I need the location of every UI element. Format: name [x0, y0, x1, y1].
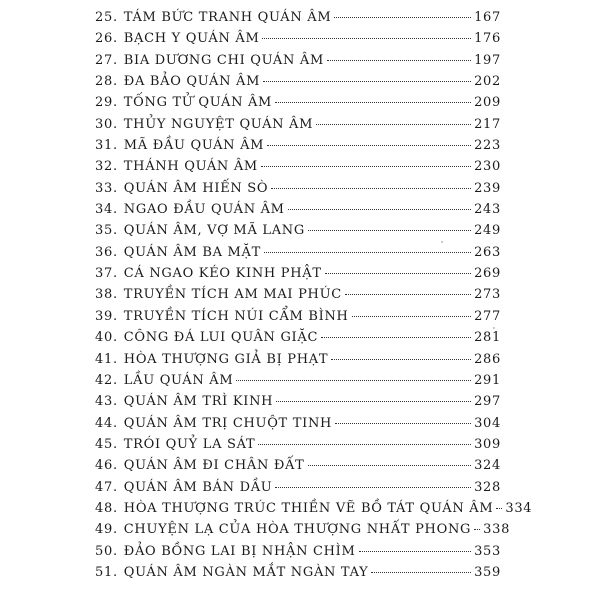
toc-entry-title: ĐA BẢO QUÁN ÂM — [123, 74, 261, 90]
toc-entry-title: BIA DƯƠNG CHI QUÁN ÂM — [123, 52, 324, 68]
toc-entry — [95, 202, 501, 223]
toc-entry — [95, 95, 501, 116]
dot-leader — [352, 316, 472, 317]
toc-entry-number: 38. — [95, 287, 118, 303]
toc-entry-number: 30. — [95, 116, 118, 132]
toc-entry-page: 209 — [474, 95, 501, 111]
toc-entry-page: 338 — [483, 522, 511, 538]
dot-leader — [258, 444, 471, 445]
toc-entry — [95, 287, 501, 308]
toc-entry-number: 47. — [95, 479, 118, 495]
toc-entry — [95, 544, 501, 565]
toc-entry-title: QUÁN ÂM ĐI CHÂN ĐẤT — [123, 458, 305, 474]
toc-entry-number: 48. — [95, 500, 118, 516]
toc-entry — [95, 373, 501, 394]
toc-entry — [95, 458, 501, 479]
toc-entry-page: 217 — [474, 116, 501, 132]
toc-entry-number: 42. — [95, 372, 118, 388]
toc-entry-title: HÒA THƯỢNG GIẢ BỊ PHẠT — [123, 351, 329, 367]
toc-entry-page: 277 — [474, 308, 501, 324]
toc-entry-title: HÒA THƯỢNG TRÚC THIỀN VẼ BỒ TÁT QUÁN ÂM — [123, 500, 494, 516]
toc-entry-page: 230 — [474, 159, 501, 175]
toc-entry-page: 273 — [474, 287, 501, 303]
toc-entry-page: 243 — [474, 202, 501, 218]
toc-entry-number: 25. — [95, 10, 118, 25]
toc-entry-number: 46. — [95, 458, 118, 474]
toc-entry-number: 43. — [95, 394, 118, 410]
paper-speck — [493, 327, 495, 329]
toc-entry-number: 39. — [95, 308, 118, 324]
toc-entry — [95, 309, 501, 330]
dot-leader — [267, 145, 471, 146]
dot-leader — [308, 230, 471, 231]
toc-entry — [95, 31, 501, 52]
dot-leader — [325, 273, 471, 274]
toc-entry-title: QUÁN ÂM TRÌ KINH — [123, 394, 274, 410]
toc-entry-title: QUÁN ÂM TRỊ CHUỘT TINH — [123, 415, 333, 431]
toc-entry — [95, 10, 501, 31]
dot-leader — [261, 166, 471, 167]
toc-entry-number: 45. — [95, 436, 118, 452]
toc-entry — [95, 565, 501, 586]
toc-entry-number: 31. — [95, 138, 118, 154]
dot-leader — [327, 60, 471, 61]
toc-entry — [95, 266, 501, 287]
toc-entry-page: 304 — [474, 415, 501, 431]
toc-entry-number: 51. — [95, 564, 118, 580]
toc-entry-number: 34. — [95, 202, 118, 218]
toc-entry-title: TRUYỀN TÍCH AM MAI PHÚC — [123, 287, 342, 303]
dot-leader — [371, 572, 471, 573]
table-of-contents — [95, 10, 533, 586]
toc-entry-page: 334 — [505, 500, 533, 516]
toc-entry-number: 27. — [95, 52, 118, 68]
toc-entry-page: 359 — [474, 564, 501, 580]
toc-entry — [95, 53, 501, 74]
dot-leader — [335, 423, 471, 424]
dot-leader — [496, 508, 502, 509]
toc-entry-title: CHUYỆN LẠ CỦA HÒA THƯỢNG NHẤT PHONG — [123, 522, 472, 538]
dot-leader — [271, 188, 471, 189]
toc-entry — [95, 245, 501, 266]
dot-leader — [236, 380, 471, 381]
toc-entry-title: QUÁN ÂM BA MẶT — [123, 244, 261, 260]
dot-leader — [288, 209, 471, 210]
toc-entry-number: 37. — [95, 266, 118, 282]
toc-entry-title: THỦY NGUYỆT QUÁN ÂM — [123, 116, 314, 132]
toc-entry-page: 202 — [474, 74, 501, 90]
toc-entry-number: 35. — [95, 223, 118, 239]
dot-leader — [263, 81, 471, 82]
toc-entry — [95, 330, 501, 351]
toc-entry-page: 239 — [474, 180, 501, 196]
toc-entry-number: 50. — [95, 543, 118, 559]
toc-entry — [95, 138, 501, 159]
toc-entry-title: QUÁN ÂM BÁN DẦU — [123, 479, 273, 495]
toc-entry-page: 197 — [474, 52, 501, 68]
toc-entry — [95, 437, 501, 458]
toc-entry-title: TRÓI QUỶ LA SÁT — [123, 436, 256, 452]
dot-leader — [316, 124, 471, 125]
dot-leader — [262, 38, 471, 39]
toc-entry — [95, 416, 501, 437]
toc-entry-number: 32. — [95, 159, 118, 175]
toc-entry-number: 41. — [95, 351, 118, 367]
toc-entry-page: 291 — [474, 372, 501, 388]
toc-entry — [95, 500, 533, 522]
toc-entry — [95, 394, 501, 415]
toc-entry-title: ĐẢO BỒNG LAI BỊ NHẬN CHÌM — [123, 543, 356, 559]
toc-entry-page: 309 — [474, 436, 501, 452]
toc-entry-page: 269 — [474, 266, 501, 282]
toc-entry-title: THÁNH QUÁN ÂM — [123, 159, 258, 175]
toc-entry — [95, 117, 501, 138]
toc-entry-page: 176 — [474, 31, 501, 47]
dot-leader — [264, 252, 471, 253]
toc-entry-number: 40. — [95, 330, 118, 346]
toc-entry-title: QUÁN ÂM NGÀN MẮT NGÀN TAY — [123, 564, 369, 580]
toc-entry-title: QUÁN ÂM HIẾN SÒ — [123, 180, 269, 196]
dot-leader — [275, 102, 471, 103]
dot-leader — [308, 465, 472, 466]
toc-entry-title: CÔNG ĐÁ LUI QUÂN GIẶC — [123, 330, 319, 346]
toc-entry-page: 167 — [474, 10, 501, 25]
toc-entry — [95, 181, 501, 202]
toc-entry — [95, 480, 501, 501]
toc-entry-number: 36. — [95, 244, 118, 260]
toc-entry-title: TÁM BỨC TRANH QUÁN ÂM — [123, 10, 332, 25]
toc-entry-title: QUÁN ÂM, VỢ MÃ LANG — [123, 223, 305, 239]
toc-entry-title: CÁ NGAO KÉO KINH PHẬT — [123, 266, 322, 282]
toc-entry-page: 328 — [474, 479, 501, 495]
dot-leader — [345, 294, 471, 295]
toc-entry-page: 263 — [474, 244, 501, 260]
toc-entry-page: 281 — [474, 330, 501, 346]
paper-speck — [441, 241, 443, 243]
toc-entry-page: 297 — [474, 394, 501, 410]
toc-entry-title: BẠCH Y QUÁN ÂM — [123, 31, 260, 47]
toc-entry-title: MÃ ĐẦU QUÁN ÂM — [123, 138, 265, 154]
dot-leader — [275, 487, 471, 488]
toc-entry-number: 29. — [95, 95, 118, 111]
dot-leader — [321, 337, 471, 338]
toc-entry-number: 49. — [95, 522, 118, 538]
toc-entry — [95, 74, 501, 95]
toc-entry-page: 324 — [474, 458, 501, 474]
toc-entry-title: NGAO ĐẦU QUÁN ÂM — [123, 202, 285, 218]
dot-leader — [474, 529, 480, 530]
toc-entry-number: 26. — [95, 31, 118, 47]
toc-entry — [95, 352, 501, 373]
toc-entry-page: 223 — [474, 138, 501, 154]
dot-leader — [276, 401, 471, 402]
toc-entry-number: 33. — [95, 180, 118, 196]
toc-entry-number: 28. — [95, 74, 118, 90]
dot-leader — [359, 551, 472, 552]
toc-entry-title: TỐNG TỬ QUÁN ÂM — [123, 95, 273, 111]
toc-entry-number: 44. — [95, 415, 118, 431]
toc-entry-page: 249 — [474, 223, 501, 239]
dot-leader — [334, 17, 471, 18]
toc-entry-title: LẦU QUÁN ÂM — [123, 372, 234, 388]
toc-entry-page: 286 — [474, 351, 501, 367]
toc-entry — [95, 522, 511, 543]
dot-leader — [331, 359, 471, 360]
toc-entry-page: 353 — [474, 543, 501, 559]
toc-entry — [95, 159, 501, 180]
toc-entry-title: TRUYỀN TÍCH NÚI CẨM BÌNH — [123, 308, 349, 324]
